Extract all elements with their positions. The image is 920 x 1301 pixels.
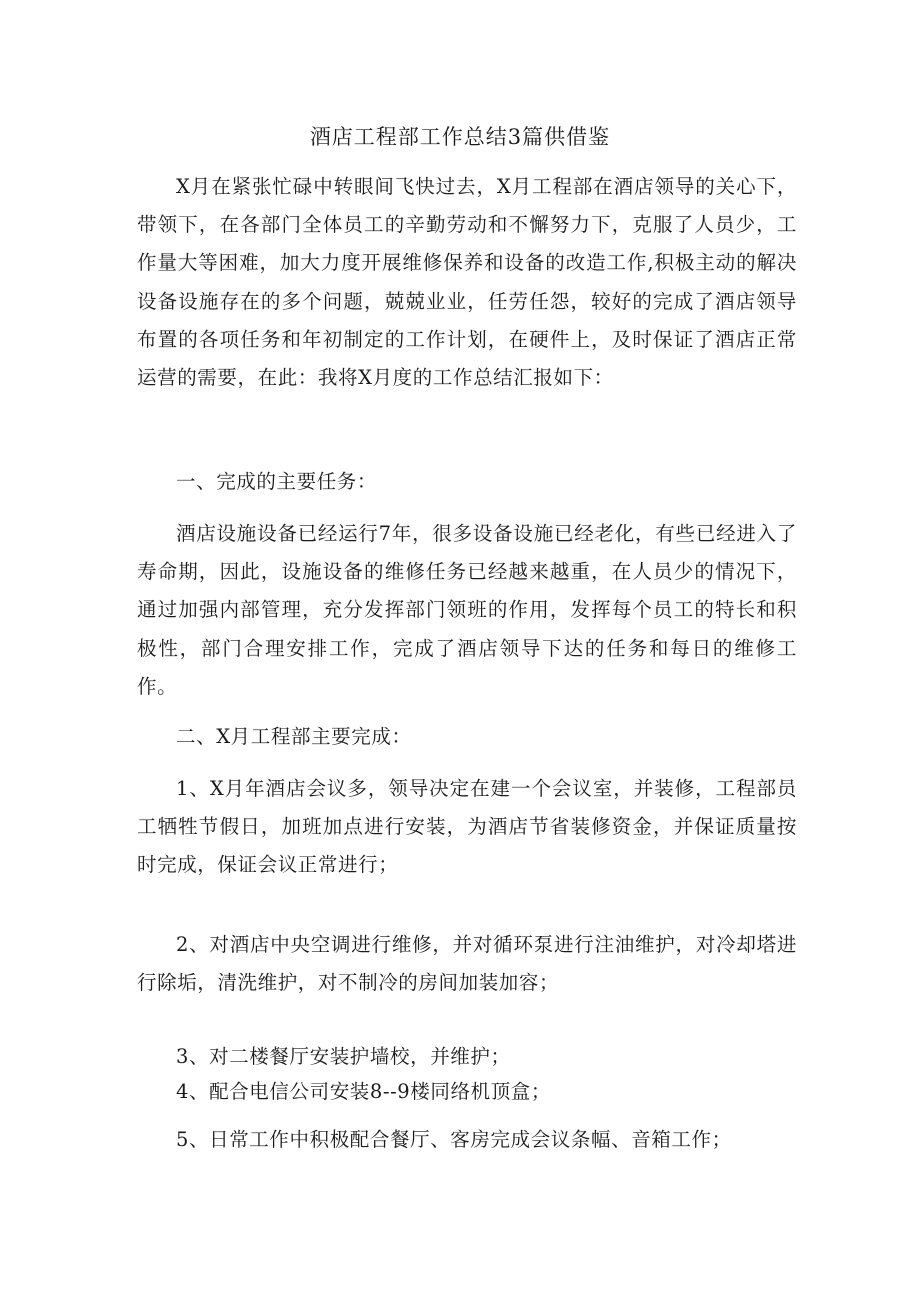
document-title: 酒店工程部工作总结3篇供借鉴 [309, 125, 611, 149]
section-heading-2: 二、X月工程部主要完成： [176, 725, 412, 748]
list-item-2: 2、对酒店中央空调进行维修，并对循环泵进行注油维护，对冷却塔进行除垢，清洗维护，对不制冷的房间加装加容； [137, 933, 797, 995]
list-item-3: 3、对二楼餐厅安装护墙校，并维护； [176, 1045, 511, 1068]
section-1-body: 酒店设施设备已经运行7年，很多设备设施已经老化，有些已经进入了寿命期，因此，设施设备的维修任务已经越来越重，在人员少的情况下，通过加强内部管理，充分发挥部门领班的作用，发挥每个员工的特长和积极性，部门合理安排工作，完成了酒店领导下达的任务和每日的维修工作。 [137, 522, 797, 698]
list-item-4: 4、配合电信公司安装8--9楼同络机顶盒； [176, 1080, 551, 1103]
section-heading-1: 一、完成的主要任务： [176, 470, 378, 493]
list-item-5: 5、日常工作中积极配合餐厅、客房完成会议条幅、音箱工作； [176, 1128, 732, 1151]
intro-paragraph: X月在紧张忙碌中转眼间飞快过去，X月工程部在酒店领导的关心下，带领下，在各部门全体员工的辛勤劳动和不懈努力下，克服了人员少，工作量大等困难，加大力度开展维修保养和设备的改造工作,积极主动的解决设备设施存在的多个问题，兢兢业业，任劳任怨，较好的完成了酒店领导布置的各项任务和年初制定的工作计划，在硬件上，及时保证了酒店正常运营的需要，在此：我将X月度的工作总结汇报如下： [137, 175, 797, 390]
list-item-1: 1、X月年酒店会议多，领导决定在建一个会议室，并装修，工程部员工牺牲节假日，加班加点进行安装，为酒店节省装修资金，并保证质量按时完成，保证会议正常进行； [137, 777, 797, 877]
